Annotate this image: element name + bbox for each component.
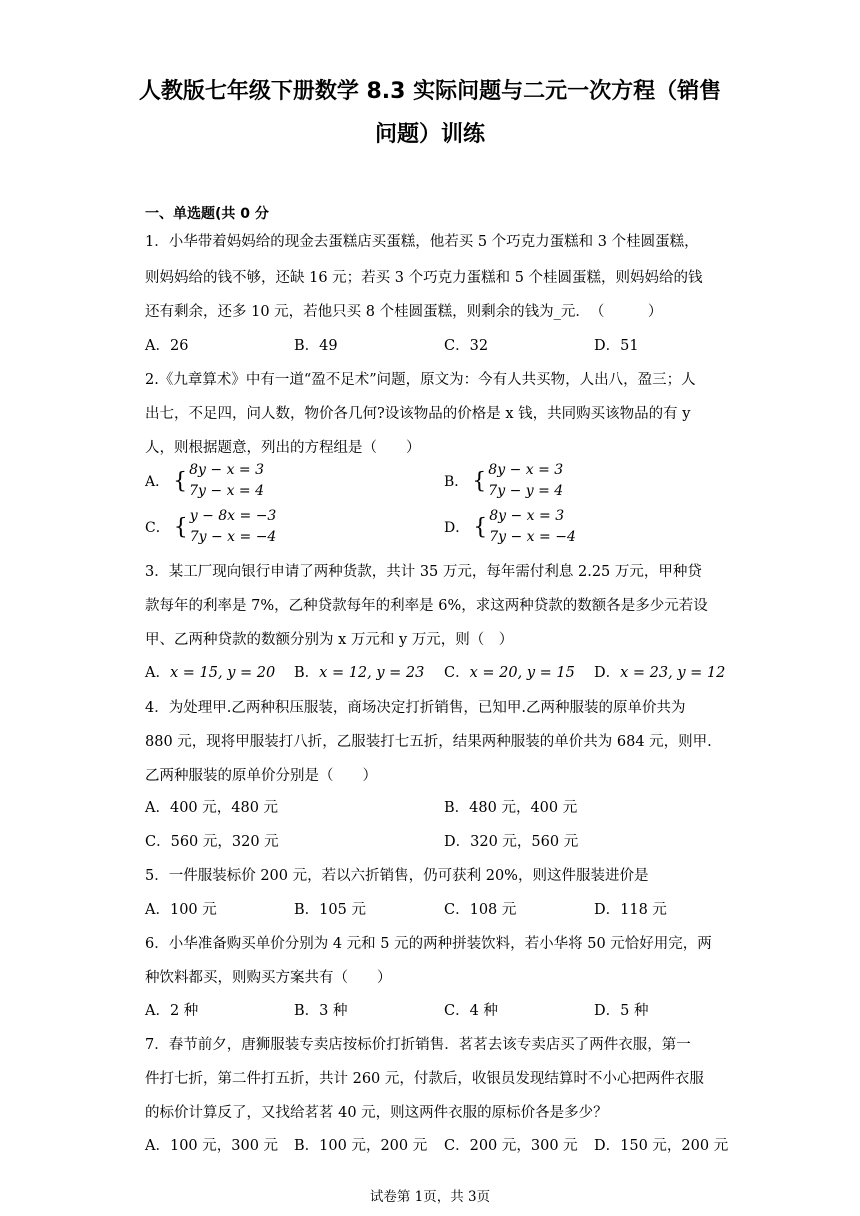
q2-option-d-eq1: 8y − x = 3 — [489, 508, 565, 524]
brace-icon: { — [473, 514, 488, 540]
q4-option-b: B．480 元，400 元 — [444, 800, 578, 816]
q2-option-b — [444, 460, 563, 502]
q3-line-2: 款每年的利率是 7%，乙种贷款每年的利率是 6%，求这两种贷款的数额各是多少元若设 — [145, 598, 708, 614]
q2-option-b-label: B． — [444, 474, 469, 490]
q2-option-c — [145, 506, 276, 548]
brace-icon: { — [173, 468, 188, 494]
q2-option-d-eq2: 7y − x = −4 — [489, 529, 576, 545]
q5-line-1: 5．一件服装标价 200 元，若以六折销售，仍可获利 20%，则这件服装进价是 — [145, 868, 649, 884]
q7-option-c: C．200 元，300 元 — [444, 1138, 578, 1154]
q2-option-a-eq1: 8y − x = 3 — [189, 462, 265, 478]
q1-option-c: C．32 — [444, 338, 489, 354]
q4-line-2: 880 元，现将甲服装打八折，乙服装打七五折，结果两种服装的单价共为 684 元，则甲. — [145, 734, 712, 750]
q6-option-d: D．5 种 — [594, 1003, 649, 1019]
q3-option-a-text: x = 15, y = 20 — [169, 665, 276, 681]
q3-option-a — [145, 661, 275, 682]
q4-line-3: 乙两种服装的原单价分别是（ ） — [145, 768, 377, 784]
q2-option-c-eq2: 7y − x = −4 — [189, 529, 277, 545]
q3-option-d — [594, 661, 725, 682]
title-line-1: 人教版七年级下册数学 8.3 实际问题与二元一次方程（销售 — [138, 79, 722, 104]
q2-option-c-label: C． — [145, 520, 170, 536]
q2-line-1: 2.《九章算术》中有一道“盈不足术”问题，原文为：今有人共买物，人出八，盈三；人 — [145, 372, 696, 388]
q5-option-b: B．105 元 — [294, 902, 366, 918]
q4-line-1: 4．为处理甲.乙两种积压服装，商场决定打折销售，已知甲.乙两种服装的原单价共为 — [145, 700, 686, 716]
q3-option-c-text: x = 20, y = 15 — [469, 665, 575, 681]
q2-option-b-eq2: 7y − y = 4 — [488, 483, 564, 499]
q3-option-c — [444, 661, 575, 682]
section-heading: 一、单选题(共 0 分 — [145, 206, 269, 222]
q2-option-a-label: A． — [145, 474, 170, 490]
q2-line-2: 出七，不足四，问人数，物价各几何?设该物品的价格是 x 钱，共同购买该物品的有 y — [145, 406, 691, 422]
q1-line-2: 则妈妈给的钱不够，还缺 16 元；若买 3 个巧克力蛋糕和 5 个桂圆蛋糕，则妈妈给的钱 — [145, 270, 703, 286]
brace-icon: { — [472, 468, 487, 494]
brace-icon: { — [173, 514, 188, 540]
q2-line-3: 人，则根据题意，列出的方程组是（ ） — [145, 440, 421, 456]
q3-option-b-label: B． — [294, 665, 320, 681]
q6-line-2: 种饮料都买，则购买方案共有（ ） — [145, 970, 392, 986]
q5-option-d: D．118 元 — [594, 902, 667, 918]
q4-option-c: C．560 元，320 元 — [145, 834, 279, 850]
q3-line-3: 甲、乙两种贷款的数额分别为 x 万元和 y 万元，则（ ） — [145, 632, 514, 648]
q7-line-3: 的标价计算反了，又找给茗茗 40 元，则这两件衣服的原标价各是多少？ — [145, 1105, 608, 1121]
q5-option-a: A．100 元 — [145, 902, 217, 918]
q2-option-c-eq1: y − 8x = −3 — [189, 508, 277, 524]
q7-option-d: D．150 元，200 元 — [594, 1138, 729, 1154]
q1-line-1: 1．小华带着妈妈给的现金去蛋糕店买蛋糕，他若买 5 个巧克力蛋糕和 3 个桂圆蛋糕， — [145, 234, 699, 250]
q1-option-d: D．51 — [594, 338, 639, 354]
q1-option-b: B．49 — [294, 338, 338, 354]
q2-option-a — [145, 460, 264, 502]
q3-option-b-text: x = 12, y = 23 — [319, 665, 425, 681]
q3-line-1: 3．某工厂现向银行申请了两种货款，共计 35 万元，每年需付利息 2.25 万元，甲种贷 — [145, 564, 702, 580]
q6-option-c: C．4 种 — [444, 1003, 498, 1019]
q4-option-a: A．400 元，480 元 — [145, 800, 279, 816]
q5-option-c: C．108 元 — [444, 902, 517, 918]
q3-option-b — [294, 661, 424, 682]
q6-option-b: B．3 种 — [294, 1003, 348, 1019]
q3-option-a-label: A． — [145, 665, 170, 681]
q2-option-d — [444, 506, 576, 548]
q1-line-3: 还有剩余，还多 10 元，若他只买 8 个桂圆蛋糕，则剩余的钱为_元． （ ） — [145, 304, 663, 320]
q2-option-a-eq2: 7y − x = 4 — [189, 483, 265, 499]
title-line-2: 问题）训练 — [374, 122, 485, 147]
q3-option-d-text: x = 23, y = 12 — [620, 665, 726, 681]
q3-option-d-label: D． — [594, 665, 621, 681]
q4-option-d: D．320 元，560 元 — [444, 834, 579, 850]
q1-option-a: A．26 — [145, 338, 189, 354]
page-footer: 试卷第 1页，共 3页 — [369, 1189, 491, 1205]
q7-line-2: 件打七折，第二件打五折，共计 260 元，付款后，收银员发现结算时不小心把两件衣服 — [145, 1071, 704, 1087]
q6-option-a: A．2 种 — [145, 1003, 199, 1019]
q2-option-d-label: D． — [444, 520, 470, 536]
q2-option-b-eq1: 8y − x = 3 — [488, 462, 564, 478]
q7-option-b: B．100 元，200 元 — [294, 1138, 428, 1154]
q3-option-c-label: C． — [444, 665, 470, 681]
q6-line-1: 6．小华准备购买单价分别为 4 元和 5 元的两种拼装饮料，若小华将 50 元恰好用完，两 — [145, 936, 712, 952]
q7-option-a: A．100 元，300 元 — [145, 1138, 279, 1154]
q7-line-1: 7．春节前夕，唐狮服装专卖店按标价打折销售．茗茗去该专卖店买了两件衣服，第一 — [145, 1037, 691, 1053]
